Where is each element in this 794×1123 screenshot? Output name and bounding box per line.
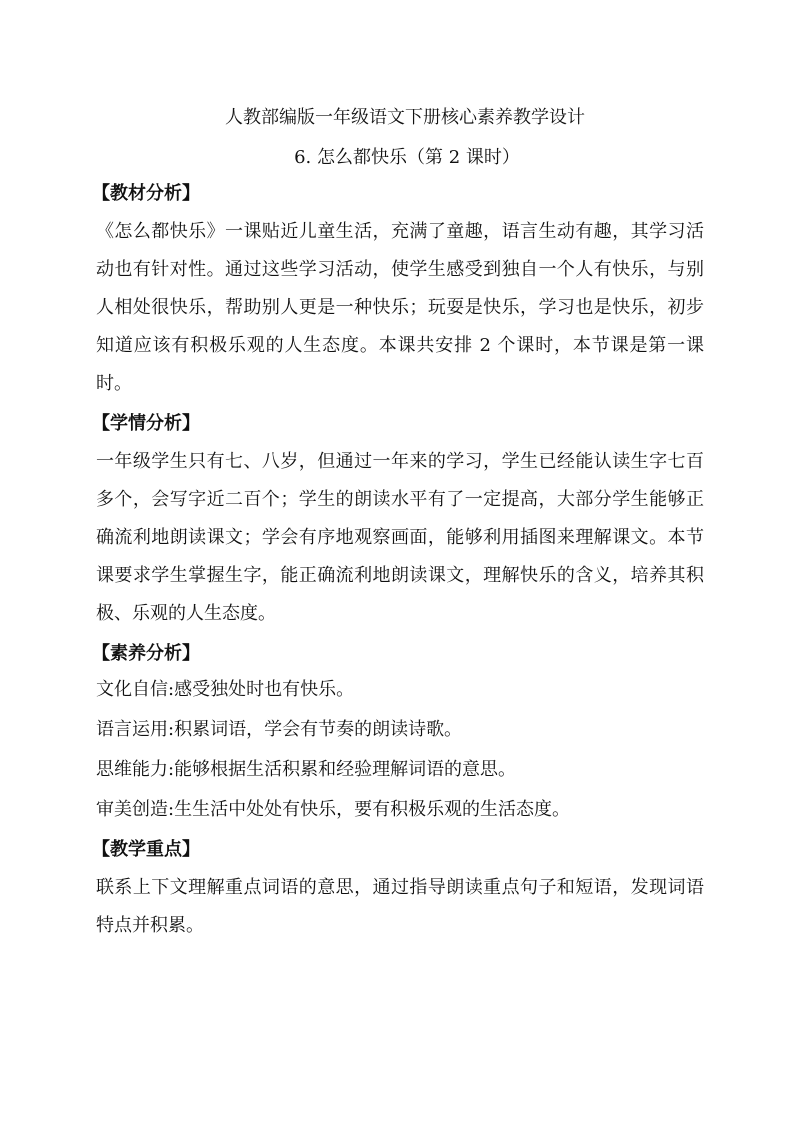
document-subtitle: 6. 怎么都快乐（第 2 课时）: [294, 147, 520, 168]
section-heading: 【教学重点】: [92, 839, 200, 860]
list-item: 审美创造:生生活中处处有快乐，要有积极乐观的生活态度。: [96, 799, 571, 820]
section-heading: 【素养分析】: [92, 643, 200, 664]
section-teaching-keypoints: [92, 835, 704, 945]
document-title: 人教部编版一年级语文下册核心素养教学设计: [225, 107, 585, 128]
section-heading: 【学情分析】: [92, 413, 200, 434]
section-body: 一年级学生只有七、八岁，但通过一年来的学习，学生已经能认读生字七百多个，会写字近二百个；学生的朗读水平有了一定提高，大部分学生能够正确流利地朗读课文；学会有序地观察画面，能够利用插图来理解课文。本节课要求学生掌握生字，能正确流利地朗读课文，理解快乐的含义，培养其积极、乐观的人生态度。: [96, 451, 704, 624]
list-item: 文化自信:感受独处时也有快乐。: [96, 679, 355, 700]
section-body: 《怎么都快乐》一课贴近儿童生活，充满了童趣，语言生动有趣，其学习活动也有针对性。通过这些学习活动，使学生感受到独自一个人有快乐，与别人相处很快乐，帮助别人更是一种快乐；玩耍是快乐，学习也是快乐，初步知道应该有积极乐观的人生态度。本课共安排 2 个课时，本节课是第一课时。: [96, 221, 704, 394]
list-item: 思维能力:能够根据生活积累和经验理解词语的意思。: [96, 759, 517, 780]
section-student-analysis: [92, 409, 704, 633]
section-heading: 【教材分析】: [92, 183, 200, 204]
section-textbook-analysis: [92, 179, 704, 403]
list-item: 语言运用:积累词语，学会有节奏的朗读诗歌。: [96, 719, 463, 740]
section-literacy-analysis: [92, 639, 704, 829]
section-body: 联系上下文理解重点词语的意思，通过指导朗读重点句子和短语，发现词语特点并积累。: [96, 877, 704, 936]
